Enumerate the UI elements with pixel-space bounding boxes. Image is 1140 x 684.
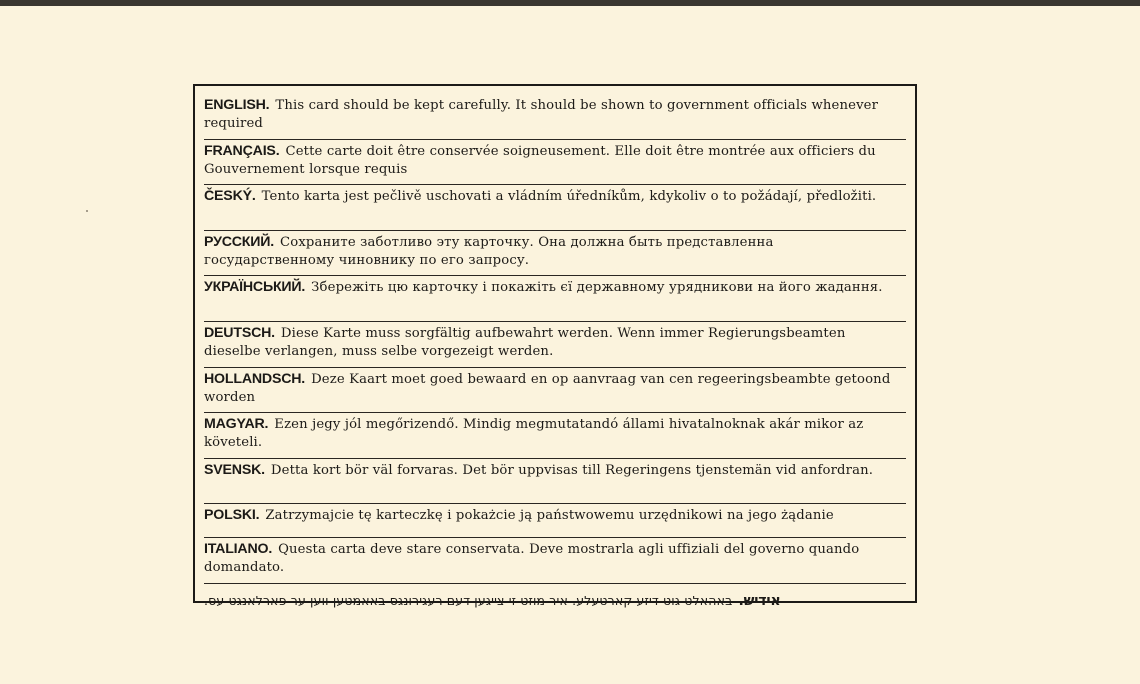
language-name: MAGYAR. [204,416,269,433]
instruction-text: Ezen jegy jól megőrizendő. Mindig megmutatandó állami hivatalnoknak akár mikor az követeli. [204,417,864,451]
instruction-text: Deze Kaart moet goed bewaard en op aanvraag van cen regeeringsbeambte getoond worden [204,371,891,405]
language-name: РУССКИЙ. [204,233,274,250]
language-name: ČESKÝ. [204,188,256,205]
card-top-edge [0,0,1140,6]
language-name: ENGLISH. [204,97,270,113]
instruction-text: באהאלט גוט דיזע קארטעלע. איר מוזט זי צייגען דעם רעגירונגס באאמטען ווען ער פארלאנגט עס. [204,592,733,608]
instruction-text: Сохраните заботливо эту карточку. Она должна быть представленна государственному чиновнику по его запросу. [204,234,774,268]
instruction-text: This card should be kept carefully. It should be shown to government officials whenever required [204,98,879,131]
language-name: DEUTSCH. [204,324,275,341]
instruction-text: Zatrzymajcie tę karteczkę i pokażcie ją państwowemu urzędnikowi na jego żądanie [265,508,834,524]
entry-english [204,94,906,140]
instruction-text: Збережіть цю карточку і покажіть єї державному урядникови на його жадання. [311,280,883,296]
instruction-text: Cette carte doit être conservée soigneusement. Elle doit être montrée aux officiers du Gouvernement lorsque requis [204,143,876,177]
entry-russian [204,231,906,277]
language-name: FRANÇAIS. [204,142,280,159]
language-name: УКРАЇНСЬКИЙ. [204,279,306,296]
entry-deutsch [204,322,906,368]
language-name: HOLLANDSCH. [204,370,306,387]
language-name: אידיש. [738,592,781,609]
entry-svensk [204,459,906,505]
language-name: SVENSK. [204,461,265,478]
paper-speck [86,210,88,212]
instruction-text: Diese Karte muss sorgfältig aufbewahrt werden. Wenn immer Regierungsbeamten dieselbe verlangen, muss selbe vorgezeigt werden. [204,325,846,359]
entry-francais [204,140,906,186]
instruction-panel [193,84,917,609]
entry-italiano [204,538,906,584]
instruction-text: Detta kort bör väl forvaras. Det bör uppvisas till Regeringens tjenstemän vid anfordran. [270,462,874,478]
entry-hollandsch [204,368,906,414]
language-name: POLSKI. [204,507,260,524]
instruction-text: Tento karta jest pečlivě uschovati a vládním úředníkům, kdykoliv o to požádají, předložiti. [261,189,877,205]
entry-cesky [204,185,906,231]
entry-magyar [204,413,906,459]
instruction-text: Questa carta deve stare conservata. Deve mostrarla agli uffiziali del governo quando domandato. [204,542,860,576]
entry-yiddish [204,584,906,616]
entry-ukrainian [204,276,906,322]
language-name: ITALIANO. [204,541,273,558]
entry-polski [204,504,906,538]
